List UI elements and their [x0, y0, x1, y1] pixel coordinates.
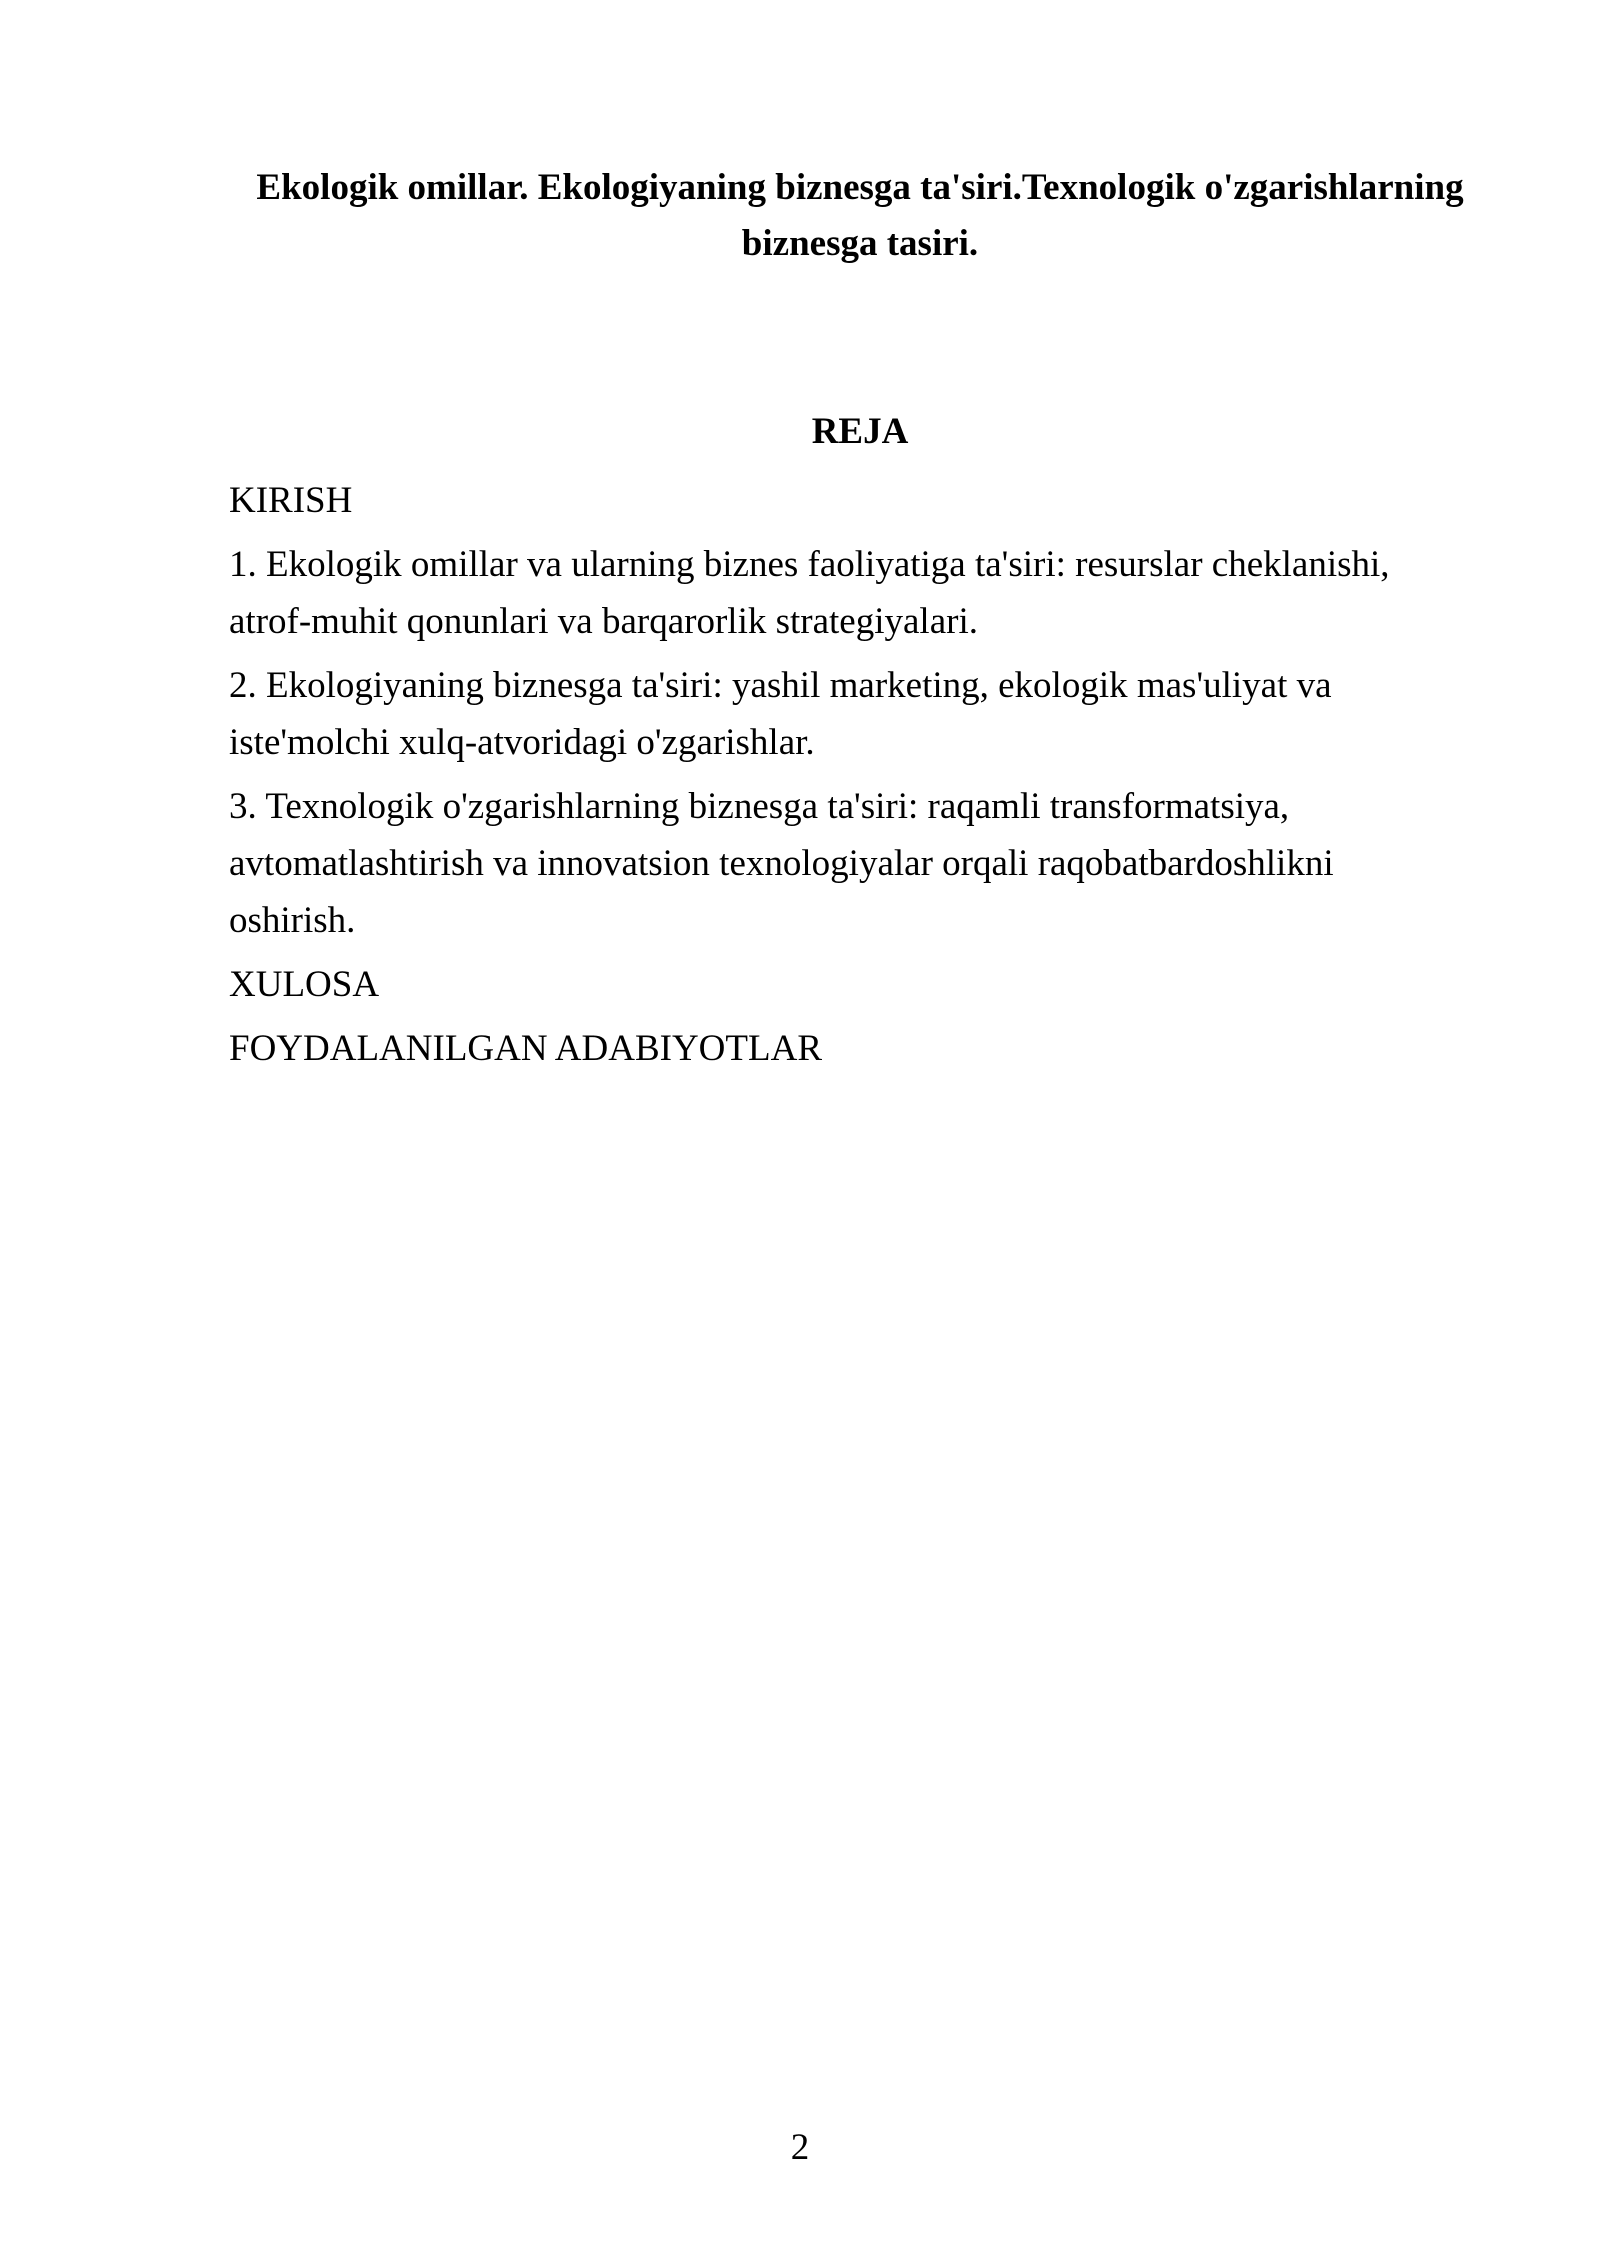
page-number: 2	[790, 2127, 810, 2168]
plan-list	[229, 472, 1429, 1084]
plan-heading: REJA	[811, 411, 909, 452]
plan-item-introduction: KIRISH	[229, 480, 353, 521]
plan-item-3: 3. Texnologik o'zgarishlarning biznesga ta'siri: raqamli transformatsiya, avtomatlashtirish va innovatsion texnologiyalar orqali raqobatbardoshlikni oshirish.	[229, 786, 1334, 941]
plan-item-references: FOYDALANILGAN ADABIYOTLAR	[229, 1028, 822, 1069]
plan-item-conclusion: XULOSA	[229, 964, 380, 1005]
plan-item-2: 2. Ekologiyaning biznesga ta'siri: yashil marketing, ekologik mas'uliyat va iste'molchi xulq-atvoridagi o'zgarishlar.	[229, 665, 1332, 763]
document-title: Ekologik omillar. Ekologiyaning biznesga ta'siri.Texnologik o'zgarishlarning biznesga tasiri.	[256, 167, 1464, 264]
plan-item-1: 1. Ekologik omillar va ularning biznes faoliyatiga ta'siri: resurslar cheklanishi, atrof-muhit qonunlari va barqarorlik strategiyalari.	[229, 544, 1390, 642]
